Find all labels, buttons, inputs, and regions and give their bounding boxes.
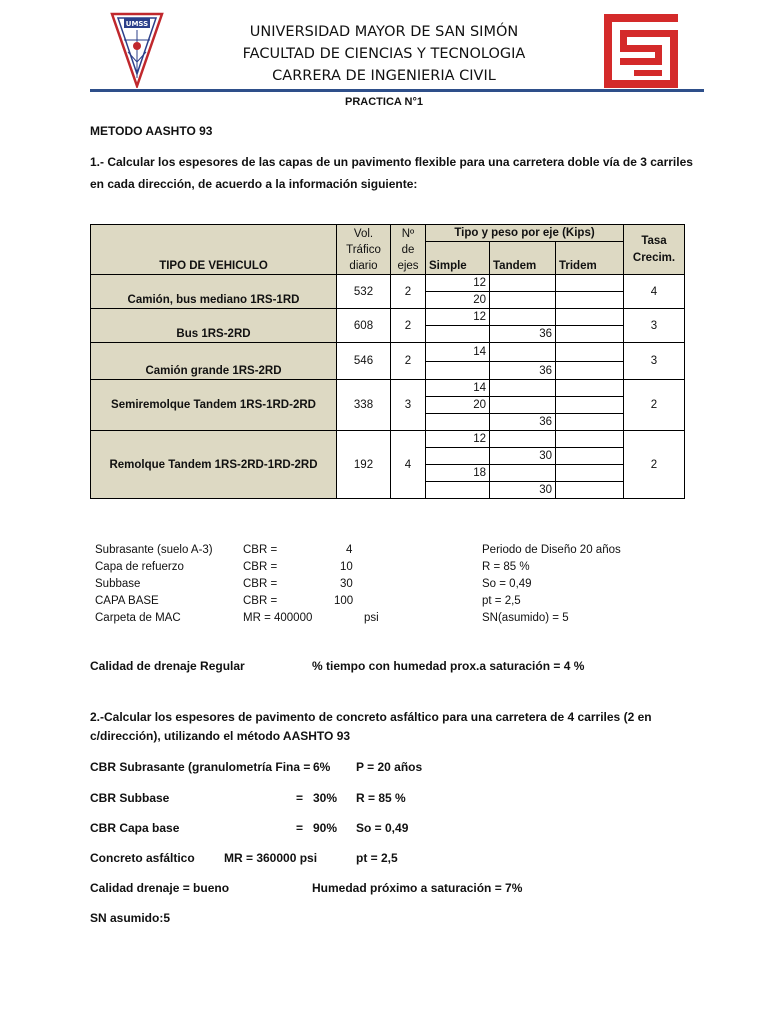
question1-line2: en cada dirección, de acuerdo a la información siguiente: — [90, 177, 418, 191]
header-axle-group: Tipo y peso por eje (Kips) — [426, 225, 624, 242]
tandem-weight: 30 — [490, 482, 556, 499]
tridem-weight — [556, 275, 624, 292]
table-row — [91, 275, 685, 292]
drainage-humidity: % tiempo con humedad prox.a saturación = 4 % — [312, 659, 585, 673]
simple-weight — [426, 326, 490, 343]
axles-value: 4 — [391, 431, 426, 499]
career-title: CARRERA DE INGENIERIA CIVIL — [272, 68, 496, 84]
q2-row2-label: CBR Subbase — [90, 791, 170, 805]
q2-row5-extra: Humedad próximo a saturación = 7% — [312, 881, 523, 895]
header-divider — [90, 89, 704, 92]
simple-weight: 12 — [426, 309, 490, 326]
tandem-weight — [490, 292, 556, 309]
tridem-weight — [556, 482, 624, 499]
tandem-weight — [490, 275, 556, 292]
table-row — [91, 343, 685, 362]
param-key: CBR = — [243, 578, 278, 590]
tandem-weight — [490, 380, 556, 397]
table-row — [91, 309, 685, 326]
tandem-weight — [490, 397, 556, 414]
param-right: Periodo de Diseño 20 años — [482, 544, 621, 556]
q2-row2-eq: = — [296, 791, 304, 805]
q2-row3-value: 90% — [313, 821, 338, 835]
table-row — [91, 431, 685, 448]
question2-line1: 2.-Calcular los espesores de pavimento de concreto asfáltico para una carretera de 4 carriles (2 en — [90, 710, 652, 724]
tandem-weight — [490, 465, 556, 482]
param-layer: CAPA BASE — [95, 595, 159, 607]
tridem-weight — [556, 414, 624, 431]
q2-row1-extra: P = 20 años — [356, 760, 423, 774]
faculty-title: FACULTAD DE CIENCIAS Y TECNOLOGIA — [242, 46, 526, 62]
method-title: METODO AASHTO 93 — [90, 124, 213, 138]
q2-row3-eq: = — [296, 821, 304, 835]
growth-value: 3 — [624, 343, 685, 380]
tridem-weight — [556, 431, 624, 448]
header-vehicle-type: TIPO DE VEHICULO — [91, 225, 337, 275]
param-key: CBR = — [243, 544, 278, 556]
tandem-weight: 36 — [490, 362, 556, 380]
tridem-weight — [556, 448, 624, 465]
simple-weight: 12 — [426, 275, 490, 292]
q2-row4-value: MR = 360000 psi — [224, 851, 318, 865]
q2-row5-label: Calidad drenaje = bueno — [90, 881, 230, 895]
vehicle-name: Semiremolque Tandem 1RS-1RD-2RD — [91, 380, 337, 431]
param-layer: Capa de refuerzo — [95, 561, 184, 573]
vehicle-name: Bus 1RS-2RD — [91, 309, 337, 343]
umss-logo — [110, 12, 164, 88]
growth-value: 3 — [624, 309, 685, 343]
axles-value: 3 — [391, 380, 426, 431]
tridem-weight — [556, 397, 624, 414]
fcyt-logo — [604, 14, 678, 88]
param-value: 10 — [340, 561, 353, 573]
q2-row4-extra: pt = 2,5 — [356, 851, 398, 865]
simple-weight: 12 — [426, 431, 490, 448]
simple-weight — [426, 448, 490, 465]
vehicle-table — [90, 224, 685, 499]
growth-value: 2 — [624, 380, 685, 431]
umss-logo-text: UMSS — [125, 20, 149, 28]
simple-weight: 20 — [426, 292, 490, 309]
param-right: SN(asumido) = 5 — [482, 612, 569, 624]
volume-value: 608 — [337, 309, 391, 343]
header-growth: Tasa Crecim. — [624, 225, 685, 275]
tandem-weight: 36 — [490, 414, 556, 431]
tridem-weight — [556, 362, 624, 380]
simple-weight: 18 — [426, 465, 490, 482]
tandem-weight: 36 — [490, 326, 556, 343]
tridem-weight — [556, 343, 624, 362]
param-layer: Carpeta de MAC — [95, 612, 181, 624]
growth-value: 4 — [624, 275, 685, 309]
q2-row6-label: SN asumido:5 — [90, 911, 171, 925]
volume-value: 546 — [337, 343, 391, 380]
vehicle-name: Remolque Tandem 1RS-2RD-1RD-2RD — [91, 431, 337, 499]
param-key: CBR = — [243, 561, 278, 573]
q2-row2-value: 30% — [313, 791, 338, 805]
vehicle-name: Camión grande 1RS-2RD — [91, 343, 337, 380]
param-value: 100 — [334, 595, 354, 607]
q2-row4-label: Concreto asfáltico — [90, 851, 195, 865]
simple-weight — [426, 362, 490, 380]
tridem-weight — [556, 309, 624, 326]
volume-value: 338 — [337, 380, 391, 431]
simple-weight — [426, 482, 490, 499]
param-right: R = 85 % — [482, 561, 530, 573]
axles-value: 2 — [391, 309, 426, 343]
param-right: pt = 2,5 — [482, 595, 521, 607]
q2-row3-label: CBR Capa base — [90, 821, 180, 835]
param-layer: Subrasante (suelo A-3) — [95, 544, 213, 556]
simple-weight: 14 — [426, 380, 490, 397]
param-key: MR = 400000 — [243, 612, 313, 624]
axles-value: 2 — [391, 343, 426, 380]
param-value: 30 — [340, 578, 353, 590]
drainage-quality: Calidad de drenaje Regular — [90, 659, 245, 673]
question1-line1: 1.- Calcular los espesores de las capas de un pavimento flexible para una carretera doble vía de 3 carriles — [90, 155, 693, 169]
simple-weight: 14 — [426, 343, 490, 362]
param-value: 4 — [346, 544, 353, 556]
header-tridem: Tridem — [556, 258, 624, 275]
header-simple: Simple — [426, 258, 490, 275]
volume-value: 192 — [337, 431, 391, 499]
q2-row1-label: CBR Subrasante (granulometría Fina = — [90, 760, 311, 774]
practice-title: PRACTICA N°1 — [345, 96, 423, 108]
simple-weight: 20 — [426, 397, 490, 414]
param-value: psi — [364, 612, 379, 624]
tandem-weight — [490, 343, 556, 362]
vehicle-name: Camión, bus mediano 1RS-1RD — [91, 275, 337, 309]
tandem-weight — [490, 309, 556, 326]
param-right: So = 0,49 — [482, 578, 532, 590]
header-axles: Nº de ejes — [391, 225, 426, 275]
tridem-weight — [556, 326, 624, 343]
axles-value: 2 — [391, 275, 426, 309]
q2-row2-extra: R = 85 % — [356, 791, 406, 805]
header-volume: Vol. Tráfico diario — [337, 225, 391, 275]
volume-value: 532 — [337, 275, 391, 309]
table-row — [91, 380, 685, 397]
tridem-weight — [556, 465, 624, 482]
tandem-weight: 30 — [490, 448, 556, 465]
tridem-weight — [556, 292, 624, 309]
tandem-weight — [490, 431, 556, 448]
university-title: UNIVERSIDAD MAYOR DE SAN SIMÓN — [249, 24, 519, 40]
question2-line2: c/dirección), utilizando el método AASHTO 93 — [90, 729, 351, 743]
q2-row3-extra: So = 0,49 — [356, 821, 409, 835]
param-key: CBR = — [243, 595, 278, 607]
header-tandem: Tandem — [490, 258, 556, 275]
tridem-weight — [556, 380, 624, 397]
growth-value: 2 — [624, 431, 685, 499]
param-layer: Subbase — [95, 578, 141, 590]
simple-weight — [426, 414, 490, 431]
q2-row1-value: 6% — [313, 760, 331, 774]
